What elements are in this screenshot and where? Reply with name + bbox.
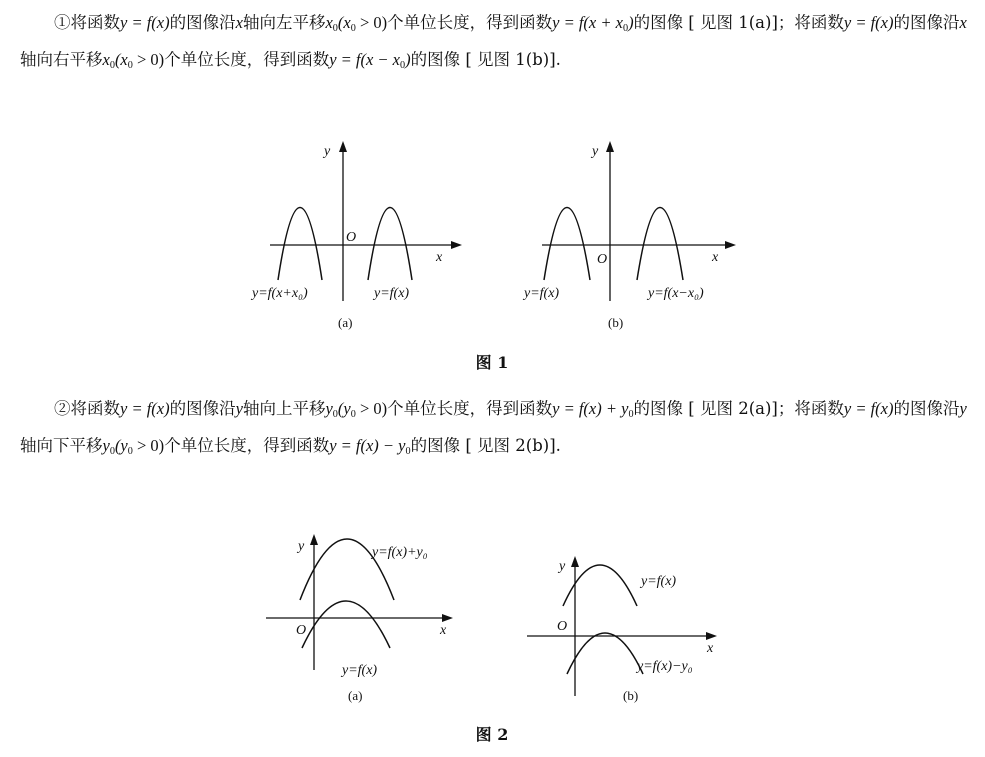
- curve-shifted-right: [637, 208, 683, 281]
- curve-original: [368, 208, 412, 281]
- text: 的图像 [ 见图 1(a)]；将函数: [633, 13, 844, 32]
- shift-symbol: $x_0$: [102, 50, 115, 71]
- curve-label-lower: y=f(x)−y₀: [637, 659, 693, 674]
- text: 将函数: [70, 399, 120, 418]
- paragraph-horizontal-shift: [20, 4, 970, 78]
- curve-label-lower: y=f(x): [342, 663, 378, 678]
- text: 个单位长度，得到函数: [164, 50, 330, 69]
- text: 轴向上平移: [242, 399, 326, 418]
- text: 的图像沿: [169, 399, 236, 418]
- equation: y = f(x): [120, 399, 170, 418]
- condition: $(x_0 > 0)$: [114, 50, 165, 71]
- figure-2-caption: 图 2: [475, 725, 509, 744]
- y-label: y: [324, 144, 331, 159]
- curve-label-right: y=f(x): [374, 286, 410, 301]
- shift-symbol: $y_0$: [325, 399, 338, 420]
- figure-2a: [262, 530, 477, 710]
- curve-label-right: y=f(x−x₀): [648, 286, 704, 301]
- figure-1-caption: 图 1: [475, 353, 509, 372]
- text: 将函数: [70, 13, 120, 32]
- subfigure-label: (a): [338, 315, 353, 330]
- text: 个单位长度，得到函数: [387, 399, 553, 418]
- text: 轴向下平移: [20, 436, 103, 455]
- x-label: x: [440, 623, 447, 638]
- text: 的图像沿: [893, 399, 960, 418]
- equation: y = f(x): [843, 13, 894, 32]
- text: 的图像沿: [169, 13, 236, 32]
- shift-symbol: $x_0$: [325, 13, 338, 34]
- curve-label-left: y=f(x+x₀): [252, 286, 308, 301]
- equation: y = f(x): [120, 13, 170, 32]
- y-axis-arrow: [339, 141, 347, 152]
- subfigure-label: (b): [608, 315, 624, 330]
- text: 轴向左平移: [242, 13, 326, 32]
- marker: ②: [54, 399, 71, 418]
- axis-name: y: [235, 399, 243, 418]
- y-label: y: [298, 539, 305, 554]
- y-label: y: [559, 559, 566, 574]
- equation: $y = f(x) + y_0$: [552, 399, 634, 420]
- subfigure-label: (a): [348, 688, 363, 703]
- curve-label-left: y=f(x): [524, 286, 560, 301]
- marker: ①: [54, 13, 71, 32]
- text: 的图像沿: [893, 13, 960, 32]
- x-axis-arrow: [451, 241, 462, 249]
- condition: $(y_0 > 0)$: [337, 399, 388, 420]
- curve-original: [544, 208, 590, 281]
- x-axis-arrow: [725, 241, 736, 249]
- origin-label: O: [597, 252, 608, 267]
- curve-label-upper: y=f(x): [641, 574, 677, 589]
- equation: $y = f(x) - y_0$: [329, 436, 411, 457]
- axis-name: x: [959, 13, 967, 32]
- x-label: x: [712, 250, 719, 265]
- curve-label-upper: y=f(x)+y₀: [372, 545, 428, 560]
- x-label: x: [436, 250, 443, 265]
- y-axis-arrow: [571, 556, 579, 567]
- equation: $y = f(x + x_0)$: [552, 13, 634, 34]
- text: 个单位长度，得到函数: [387, 13, 553, 32]
- x-label: x: [707, 641, 714, 656]
- shift-symbol: $y_0$: [102, 436, 115, 457]
- y-label: y: [592, 144, 599, 159]
- axis-name: x: [235, 13, 243, 32]
- curve-shifted-down: [567, 633, 643, 674]
- y-axis-arrow: [310, 534, 318, 545]
- text: 的图像 [ 见图 1(b)].: [410, 50, 561, 69]
- equation: $y = f(x - x_0)$: [329, 50, 411, 71]
- paragraph-vertical-shift: [20, 390, 970, 464]
- condition: $(y_0 > 0)$: [114, 436, 165, 457]
- subfigure-label: (b): [623, 688, 639, 703]
- text: 个单位长度，得到函数: [164, 436, 330, 455]
- origin-label: O: [296, 623, 307, 638]
- x-axis-arrow: [706, 632, 717, 640]
- figure-1b: [522, 135, 752, 335]
- condition: $(x_0 > 0)$: [337, 13, 388, 34]
- equation: y = f(x): [843, 399, 894, 418]
- text: 的图像 [ 见图 2(a)]；将函数: [633, 399, 844, 418]
- curve-original: [563, 565, 637, 606]
- text: 的图像 [ 见图 2(b)].: [410, 436, 561, 455]
- text: 轴向右平移: [20, 50, 103, 69]
- origin-label: O: [346, 230, 357, 245]
- figure-2b: [523, 550, 733, 710]
- x-axis-arrow: [442, 614, 453, 622]
- axis-name: y: [959, 399, 967, 418]
- figure-1a: [250, 135, 470, 335]
- curve-shifted-left: [278, 208, 322, 281]
- y-axis-arrow: [606, 141, 614, 152]
- curve-original: [302, 601, 390, 648]
- origin-label: O: [557, 619, 568, 634]
